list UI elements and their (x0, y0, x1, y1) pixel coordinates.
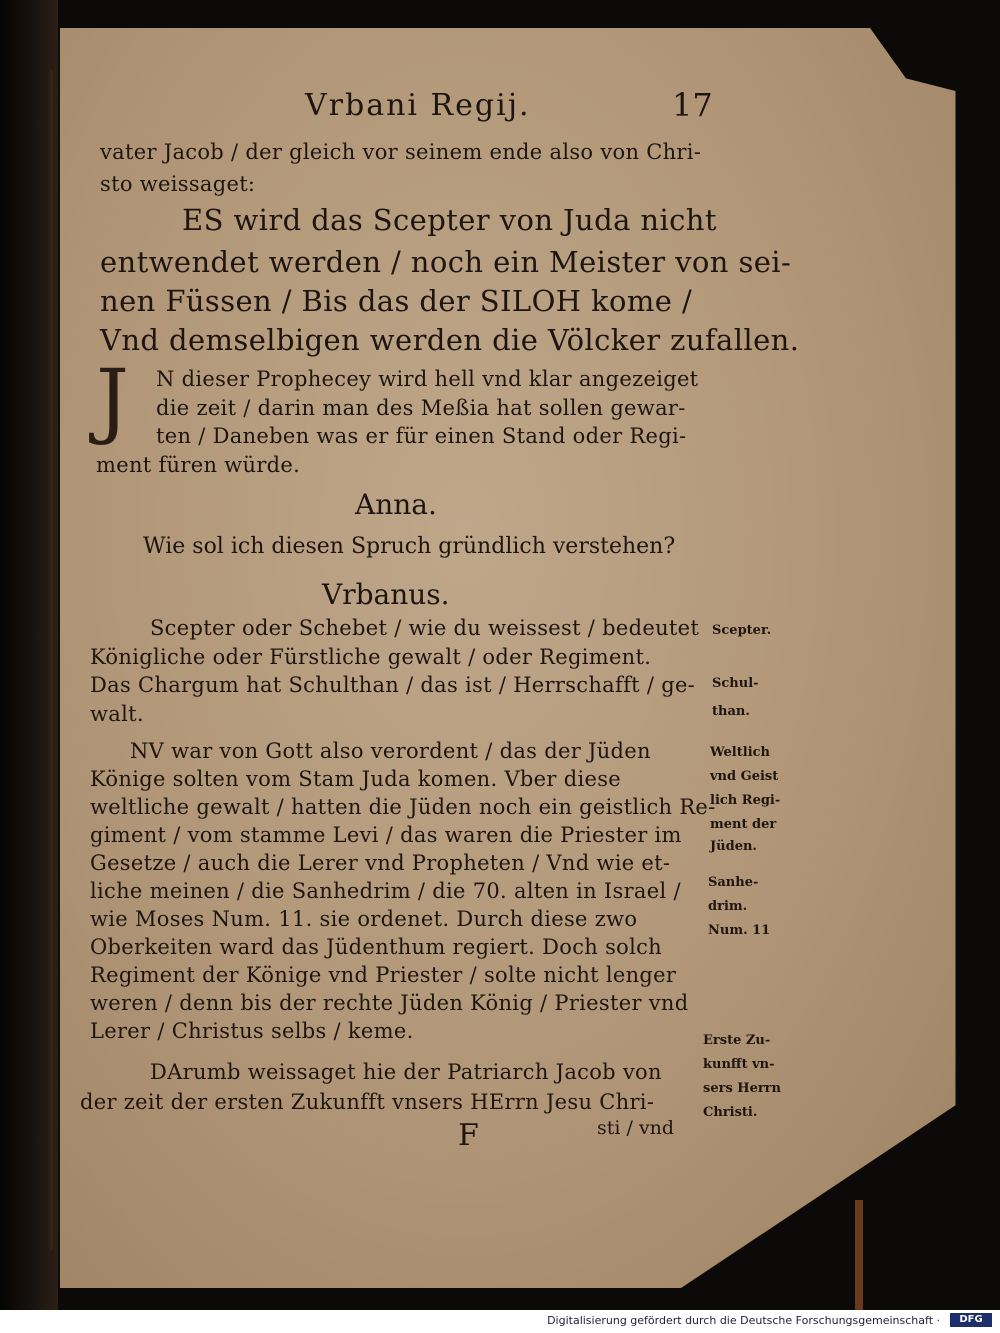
margin-note: drim. (708, 899, 748, 914)
text-line: wie Moses Num. 11. sie ordenet. Durch diese zwo (90, 907, 638, 931)
text-line: weren / denn bis der rechte Jüden König / Priester vnd (90, 991, 689, 1015)
quote-line: entwendet werden / noch ein Meister von sei- (100, 245, 792, 279)
margin-note: Weltlich (710, 745, 770, 760)
catchword: sti / vnd (597, 1117, 675, 1139)
page-number: 17 (672, 86, 713, 124)
margin-note: kunfft vn- (703, 1057, 775, 1072)
dfg-logo: DFG (950, 1313, 992, 1327)
speaker-heading: Vrbanus. (322, 578, 450, 611)
funding-credit: Digitalisierung gefördert durch die Deutsche Forschungsgemeinschaft · (547, 1314, 940, 1327)
margin-note: Christi. (703, 1105, 758, 1120)
gutter-line (50, 70, 53, 1250)
decorated-initial: J (96, 353, 129, 448)
text-line: Könige solten vom Stam Juda komen. Vber diese (90, 767, 621, 791)
text-line: DArumb weissaget hie der Patriarch Jacob von (150, 1060, 662, 1084)
quote-line: ES wird das Scepter von Juda nicht (182, 203, 717, 237)
text-line: weltliche gewalt / hatten die Jüden noch ein geistlich Re- (90, 795, 716, 819)
text-line: liche meinen / die Sanhedrim / die 70. alten in Israel / (90, 879, 681, 903)
page-edge-strip (855, 1200, 863, 1310)
margin-note: ment der (710, 817, 777, 832)
margin-note: sers Herrn (703, 1081, 781, 1096)
text-line: NV war von Gott also verordent / das der Jüden (130, 739, 651, 763)
text-line: Scepter oder Schebet / wie du weissest / bedeutet (150, 616, 700, 640)
text-line: die zeit / darin man des Meßia hat sollen gewar- (156, 396, 686, 420)
text-line: der zeit der ersten Zukunfft vnsers HErrn Jesu Chri- (80, 1090, 655, 1114)
margin-note: Sanhe- (708, 875, 759, 890)
signature-mark: F (458, 1118, 479, 1153)
text-line: walt. (90, 702, 144, 726)
text-line: Gesetze / auch die Lerer vnd Propheten / Vnd wie et- (90, 851, 671, 875)
text-line: Oberkeiten ward das Jüdenthum regiert. Doch solch (90, 935, 662, 959)
text-line: ten / Daneben was er für einen Stand oder Regi- (156, 424, 687, 448)
running-head: Vrbani Regij. (305, 88, 531, 123)
text-line: Regiment der Könige vnd Priester / solte nicht lenger (90, 963, 677, 987)
text-line: vater Jacob / der gleich vor seinem ende also von Chri- (100, 140, 702, 164)
quote-line: nen Füssen / Bis das der SILOH kome / (100, 284, 693, 318)
margin-note: Erste Zu- (703, 1033, 771, 1048)
question-line: Wie sol ich diesen Spruch gründlich verstehen? (143, 534, 676, 559)
margin-note: lich Regi- (710, 793, 781, 808)
text-line: sto weissaget: (100, 172, 256, 196)
text-line: Königliche oder Fürstliche gewalt / oder Regiment. (90, 645, 652, 669)
text-line: giment / vom stamme Levi / das waren die Priester im (90, 823, 682, 847)
quote-line: Vnd demselbigen werden die Völcker zufallen. (100, 323, 800, 357)
margin-note: vnd Geist (710, 769, 779, 784)
text-line: Das Chargum hat Schulthan / das ist / Herrschafft / ge- (90, 673, 696, 697)
margin-note: Scepter. (712, 623, 772, 638)
text-line: ment füren würde. (96, 453, 301, 477)
margin-note: Jüden. (710, 839, 757, 854)
margin-note: Schul- (712, 676, 759, 691)
text-line: Lerer / Christus selbs / keme. (90, 1019, 414, 1043)
margin-note: than. (712, 704, 750, 719)
margin-note: Num. 11 (708, 923, 771, 938)
text-line: N dieser Prophecey wird hell vnd klar angezeiget (156, 367, 699, 391)
speaker-heading: Anna. (355, 488, 437, 521)
